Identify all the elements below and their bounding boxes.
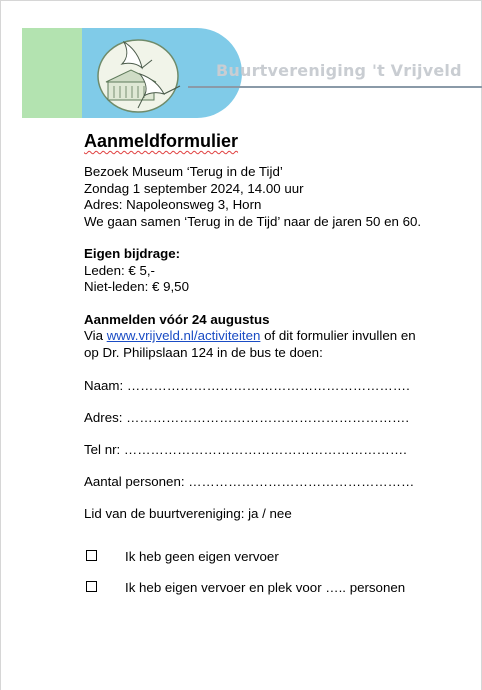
contribution-non-members: Niet-leden: € 9,50 — [84, 279, 189, 294]
intro-line: We gaan samen ‘Terug in de Tijd’ naar de jaren 50 en 60. — [84, 213, 422, 229]
own-transport-checkbox[interactable] — [86, 581, 97, 592]
name-field[interactable]: Naam: ………………………………………………………. — [84, 378, 410, 393]
header-rule — [188, 86, 482, 88]
org-name: Buurtvereniging 't Vrijveld — [216, 61, 462, 80]
signup-text — [84, 328, 464, 345]
activities-link[interactable]: www.vrijveld.nl/activiteiten — [106, 328, 261, 343]
persons-field[interactable]: Aantal personen: …………………………………………… — [84, 474, 415, 489]
phone-field[interactable]: Tel nr: ………………………………………………………. — [84, 442, 407, 457]
contribution-heading: Eigen bijdrage: — [84, 246, 181, 261]
address-field[interactable]: Adres: ………………………………………………………. — [84, 410, 410, 425]
no-transport-checkbox[interactable] — [86, 550, 97, 561]
intro-line: Zondag 1 september 2024, 14.00 uur — [84, 180, 304, 196]
signup-suffix: of dit formulier invullen en — [260, 328, 416, 343]
page-edge — [0, 0, 1, 690]
signup-heading: Aanmelden vóór 24 augustus — [84, 311, 270, 327]
intro-line: Bezoek Museum ‘Terug in de Tijd’ — [84, 164, 283, 179]
intro-line: Adres: Napoleonsweg 3, Horn — [84, 197, 262, 212]
form-title: Aanmeldformulier — [84, 131, 239, 151]
own-transport-label: Ik heb eigen vervoer en plek voor ….. personen — [125, 580, 406, 595]
signup-prefix: Via — [84, 328, 107, 343]
contribution-members: Leden: € 5,- — [84, 262, 155, 278]
page-edge — [0, 0, 482, 1]
member-field[interactable]: Lid van de buurtvereniging: ja / nee — [84, 506, 292, 521]
signup-address: op Dr. Philipslaan 124 in de bus te doen: — [84, 344, 323, 360]
no-transport-label: Ik heb geen eigen vervoer — [125, 549, 279, 564]
logo — [94, 34, 186, 114]
form-body — [84, 130, 464, 361]
header-green-block — [22, 28, 84, 118]
